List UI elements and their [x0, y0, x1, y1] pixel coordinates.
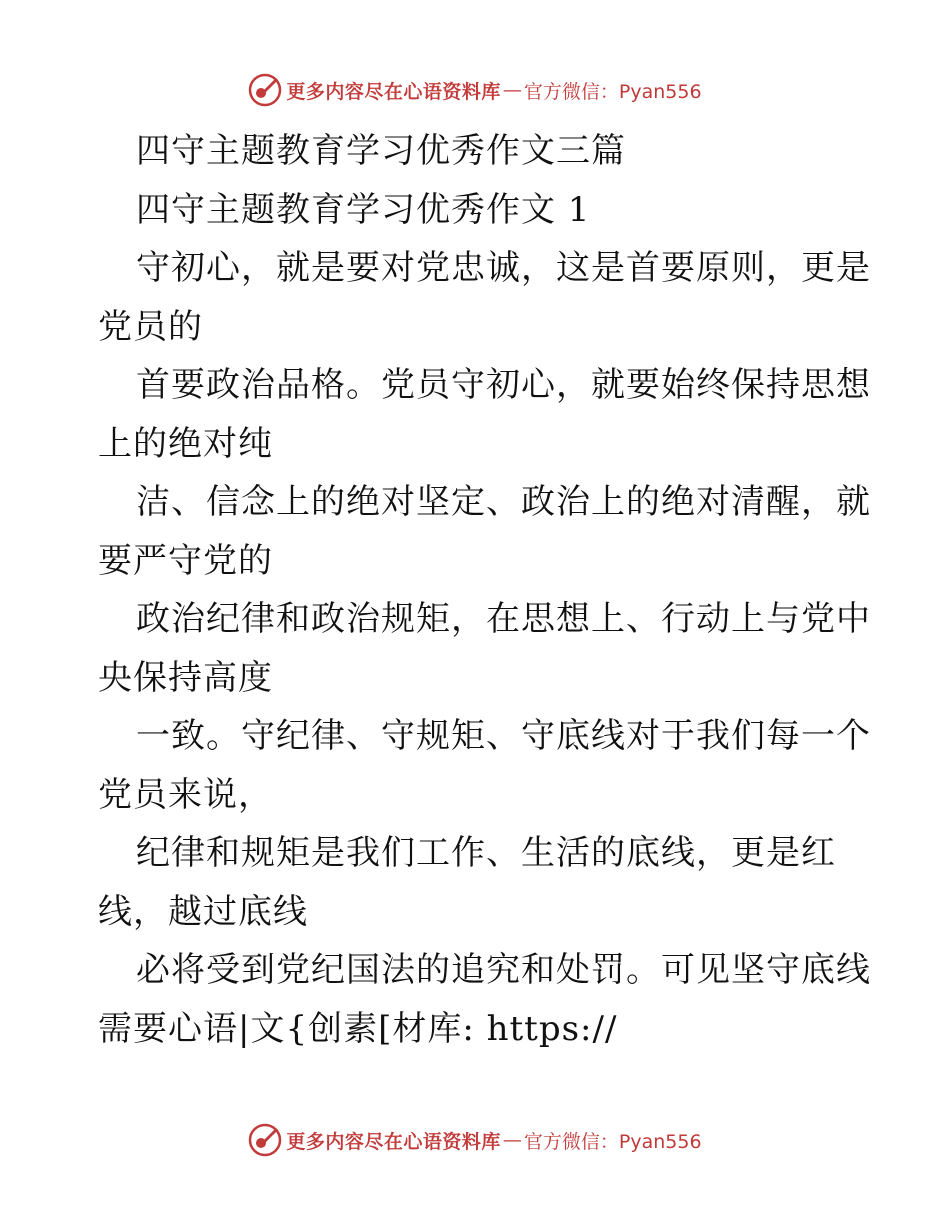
paragraph-line: 政治纪律和政治规矩，在思想上、行动上与党中: [136, 599, 871, 639]
banner-contact-text: 官方微信：Pyan556: [523, 80, 702, 103]
banner-contact-text: 官方微信：Pyan556: [523, 1130, 702, 1153]
paragraph-line: 需要心语|文{创素[材库: https://: [98, 1008, 618, 1049]
document-title: 四守主题教育学习优秀作文三篇: [136, 131, 626, 171]
paragraph-line: 党员来说，: [98, 774, 273, 815]
document-body: [98, 122, 871, 1058]
paragraph-line: 线，越过底线: [98, 891, 308, 932]
paragraph-line: 央保持高度: [98, 657, 273, 698]
banner-dash: —: [502, 79, 522, 101]
banner-brand-text: 更多内容尽在心语资料库: [286, 80, 501, 103]
footer-banner: [0, 1120, 950, 1160]
banner-dash: —: [502, 1129, 522, 1151]
paragraph-line: 必将受到党纪国法的追究和处罚。可见坚守底线: [136, 950, 871, 990]
paragraph-line: 洁、信念上的绝对坚定、政治上的绝对清醒，就: [136, 482, 871, 522]
paragraph-line: 纪律和规矩是我们工作、生活的底线，更是红: [136, 833, 836, 873]
section-heading: 四守主题教育学习优秀作文 1: [136, 189, 591, 230]
paragraph-line: 一致。守纪律、守规矩、守底线对于我们每一个: [136, 716, 871, 756]
header-banner: [0, 70, 950, 110]
quill-logo-icon: [248, 73, 282, 107]
paragraph-line: 要严守党的: [98, 540, 273, 581]
banner-brand-text: 更多内容尽在心语资料库: [286, 1130, 501, 1153]
paragraph-line: 上的绝对纯: [98, 423, 273, 464]
paragraph-line: 首要政治品格。党员守初心，就要始终保持思想: [136, 365, 871, 405]
paragraph-line: 党员的: [98, 306, 203, 347]
paragraph-line: 守初心，就是要对党忠诚，这是首要原则，更是: [136, 248, 871, 288]
quill-logo-icon: [248, 1123, 282, 1157]
